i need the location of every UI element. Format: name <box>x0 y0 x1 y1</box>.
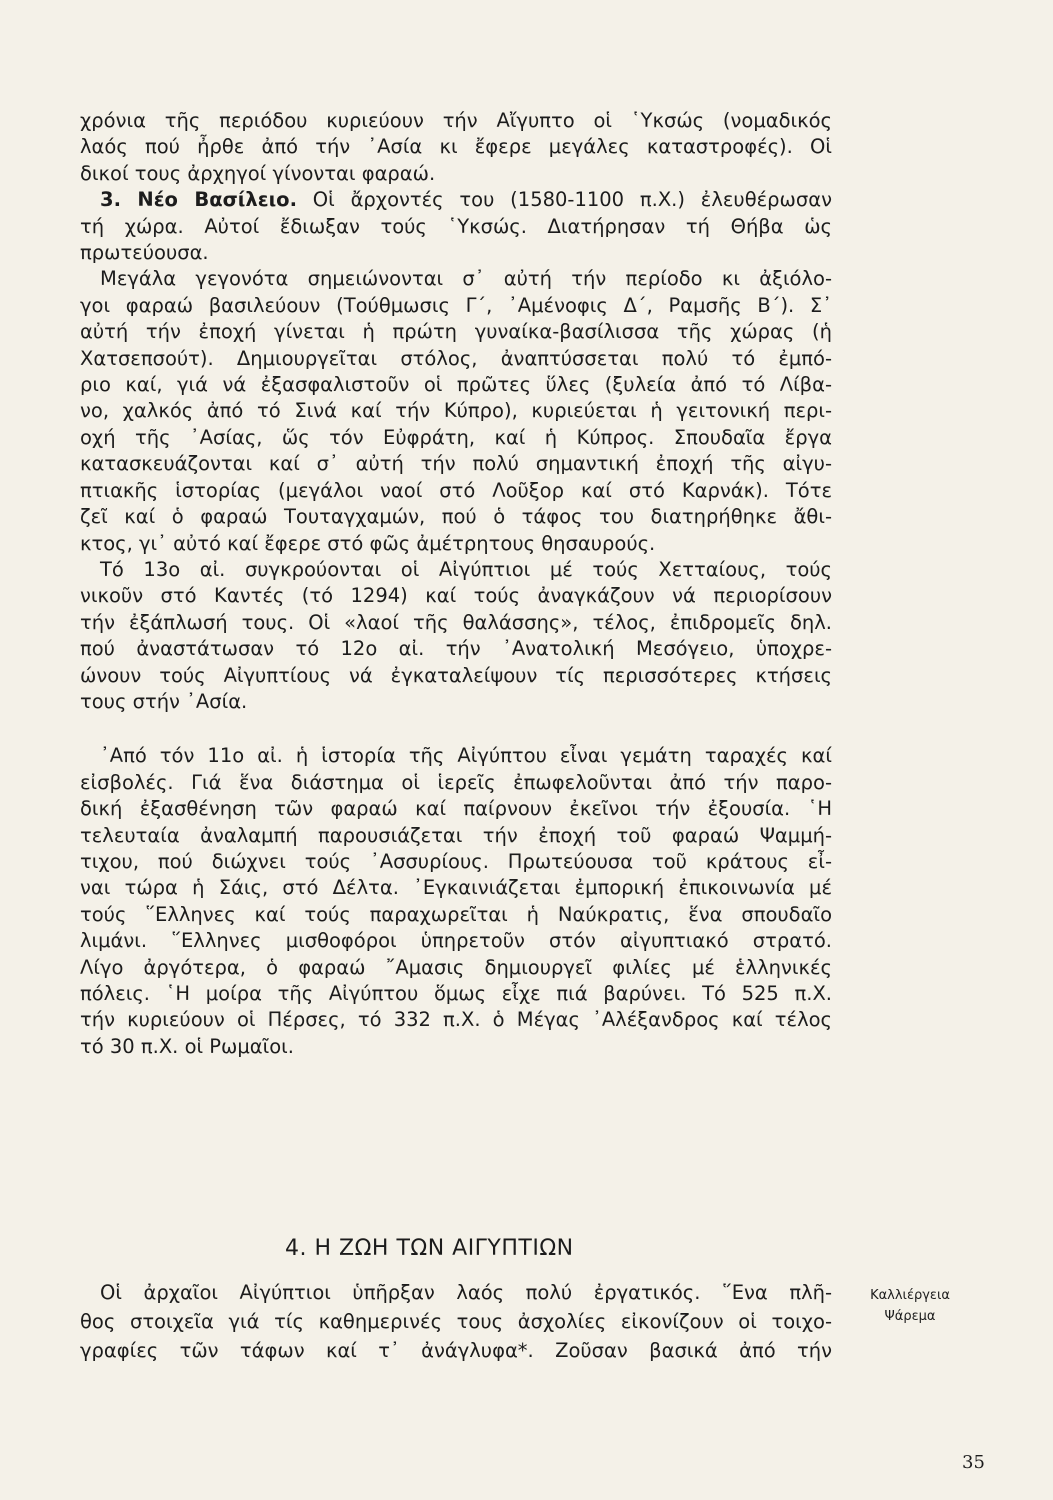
margin-note-fishing: Ψάρεμα <box>884 1309 936 1324</box>
section-4-heading: 4. Η ΖΩΗ ΤΩΝ ΑΙΓΥΠΤΙΩΝ <box>285 1236 574 1261</box>
text-line: κτος, γι᾿ αὐτό καί ἔφερε στό φῶς ἀμέτρητους θησαυρούς. <box>80 531 656 555</box>
text-line: πού ἀναστάτωσαν τό 12ο αἰ. τήν ᾿Ανατολική Μεσόγειο, ὑποχρε- <box>80 637 832 661</box>
page-number: 35 <box>962 1452 985 1473</box>
text-line: τελευταία ἀναλαμπή παρουσιάζεται τήν ἐποχή τοῦ φαραώ Ψαμμή- <box>80 823 832 847</box>
text-line: τήν κυριεύουν οἱ Πέρσες, τό 332 π.Χ. ὁ Μέγας ᾿Αλέξανδρος καί τέλος <box>80 1008 832 1032</box>
text-line: ώνουν τούς Αἰγυπτίους νά ἐγκαταλείψουν τίς περισσότερες κτήσεις <box>80 663 832 687</box>
text-line: Οἱ ἄρχοντές του (1580-1100 π.Χ.) ἐλευθέρωσαν <box>297 188 832 212</box>
paragraph-5 <box>80 743 832 1060</box>
text-line: ριο καί, γιά νά ἐξασφαλιστοῦν οἱ πρῶτες ὕλες (ξυλεία ἀπό τό Λίβα- <box>80 373 832 397</box>
text-line: νο, χαλκός ἀπό τό Σινά καί τήν Κύπρο), κυριεύεται ἡ γειτονική περι- <box>80 399 832 423</box>
text-line: εἰσβολές. Γιά ἕνα διάστημα οἱ ἱερεῖς ἐπωφελοῦνται ἀπό τήν παρο- <box>80 770 832 794</box>
text-line: ᾿Από τόν 11ο αἰ. ἡ ἱστορία τῆς Αἰγύπτου εἶναι γεμάτη ταραχές καί <box>100 744 832 768</box>
text-line: πρωτεύουσα. <box>80 241 209 265</box>
paragraph-4 <box>80 557 832 715</box>
margin-notes <box>855 1285 965 1327</box>
text-line: τους στήν ᾿Ασία. <box>80 689 248 713</box>
text-line: κατασκευάζονται καί σ᾿ αὐτή τήν πολύ σημαντική ἐποχή τῆς αἰγυ- <box>80 452 832 476</box>
margin-note-farming: Καλλιέργεια <box>870 1288 950 1303</box>
text-line: δική ἐξασθένηση τῶν φαραώ καί παίρνουν ἐκεῖνοι τήν ἐξουσία. ῾Η <box>80 797 832 821</box>
paragraph-3 <box>80 266 832 556</box>
paragraph-2 <box>80 187 832 266</box>
paragraph-1 <box>80 108 832 187</box>
text-line: λιμάνι. ῞Ελληνες μισθοφόροι ὑπηρετοῦν στόν αἰγυπτιακό στρατό. <box>80 929 832 953</box>
text-line: πτιακῆς ἱστορίας (μεγάλοι ναοί στό Λοῦξορ καί στό Καρνάκ). Τότε <box>80 478 832 502</box>
text-line: θος στοιχεῖα γιά τίς καθημερινές τους ἀσχολίες εἰκονίζουν οἱ τοιχο- <box>80 1310 832 1333</box>
text-line: Τό 13ο αἰ. συγκρούονται οἱ Αἰγύπτιοι μέ τούς Χετταίους, τούς <box>100 557 832 581</box>
text-line: Μεγάλα γεγονότα σημειώνονται σ᾿ αὐτή τήν περίοδο κι ἀξιόλο- <box>100 267 832 291</box>
text-line: τιχου, πού διώχνει τούς ᾿Ασσυρίους. Πρωτεύουσα τοῦ κράτους εἶ- <box>80 849 832 873</box>
text-line: Χατσεπσούτ). Δημιουργεῖται στόλος, ἀναπτύσσεται πολύ τό ἐμπό- <box>80 346 832 370</box>
text-line: αὐτή τήν ἐποχή γίνεται ἡ πρώτη γυναίκα-βασίλισσα τῆς χώρας (ἡ <box>80 320 832 344</box>
text-line: νικοῦν στό Καντές (τό 1294) καί τούς ἀναγκάζουν νά περιορίσουν <box>80 584 832 608</box>
text-line: γοι φαραώ βασιλεύουν (Τούθμωσις Γ΄, ᾿Αμένοφις Δ΄, Ραμσῆς Β΄). Σ᾿ <box>80 293 832 317</box>
text-line: πόλεις. ῾Η μοίρα τῆς Αἰγύπτου ὅμως εἶχε πιά βαρύνει. Τό 525 π.Χ. <box>80 982 832 1005</box>
text-line: Λίγο ἀργότερα, ὁ φαραώ ῎Αμασις δημιουργεῖ φιλίες μέ ἑλληνικές <box>80 955 832 979</box>
text-line: Οἱ ἀρχαῖοι Αἰγύπτιοι ὑπῆρξαν λαός πολύ ἐργατικός. ῞Ενα πλῆ- <box>100 1281 832 1304</box>
text-line: τό 30 π.Χ. οἱ Ρωμαῖοι. <box>80 1034 294 1058</box>
section-3-title: 3. Νέο Βασίλειο. <box>100 188 297 212</box>
text-line: οχή τῆς ᾿Ασίας, ὥς τόν Εὐφράτη, καί ἡ Κύπρος. Σπουδαῖα ἔργα <box>80 425 832 449</box>
text-line: χρόνια τῆς περιόδου κυριεύουν τήν Αἴγυπτο οἱ ῾Υκσώς (νομαδικός <box>80 109 832 132</box>
text-line: λαός πού ἦρθε ἀπό τήν ᾿Ασία κι ἔφερε μεγάλες καταστροφές). Οἱ <box>80 135 832 159</box>
text-line: ναι τώρα ἡ Σάις, στό Δέλτα. ᾿Εγκαινιάζεται ἐμπορική ἐπικοινωνία μέ <box>80 876 832 900</box>
text-line: τούς ῞Ελληνες καί τούς παραχωρεῖται ἡ Ναύκρατις, ἕνα σπουδαῖο <box>80 902 832 926</box>
text-line: δικοί τους ἀρχηγοί γίνονται φαραώ. <box>80 161 436 185</box>
text-line: γραφίες τῶν τάφων καί τ᾿ ἀνάγλυφα*. Ζοῦσαν βασικά ἀπό τήν <box>80 1339 832 1362</box>
paragraph-gap <box>80 715 832 743</box>
main-text-column <box>80 108 832 1060</box>
text-line: ζεῖ καί ὁ φαραώ Τουταγχαμών, πού ὁ τάφος του διατηρήθηκε ἄθι- <box>80 505 832 529</box>
text-line: τή χώρα. Αὐτοί ἔδιωξαν τούς ῾Υκσώς. Διατήρησαν τή Θήβα ὡς <box>80 214 832 238</box>
text-line: τήν ἐξάπλωσή τους. Οἱ «λαοί τῆς θαλάσσης», τέλος, ἐπιδρομεῖς δηλ. <box>80 610 832 634</box>
section-4-text <box>80 1278 832 1365</box>
